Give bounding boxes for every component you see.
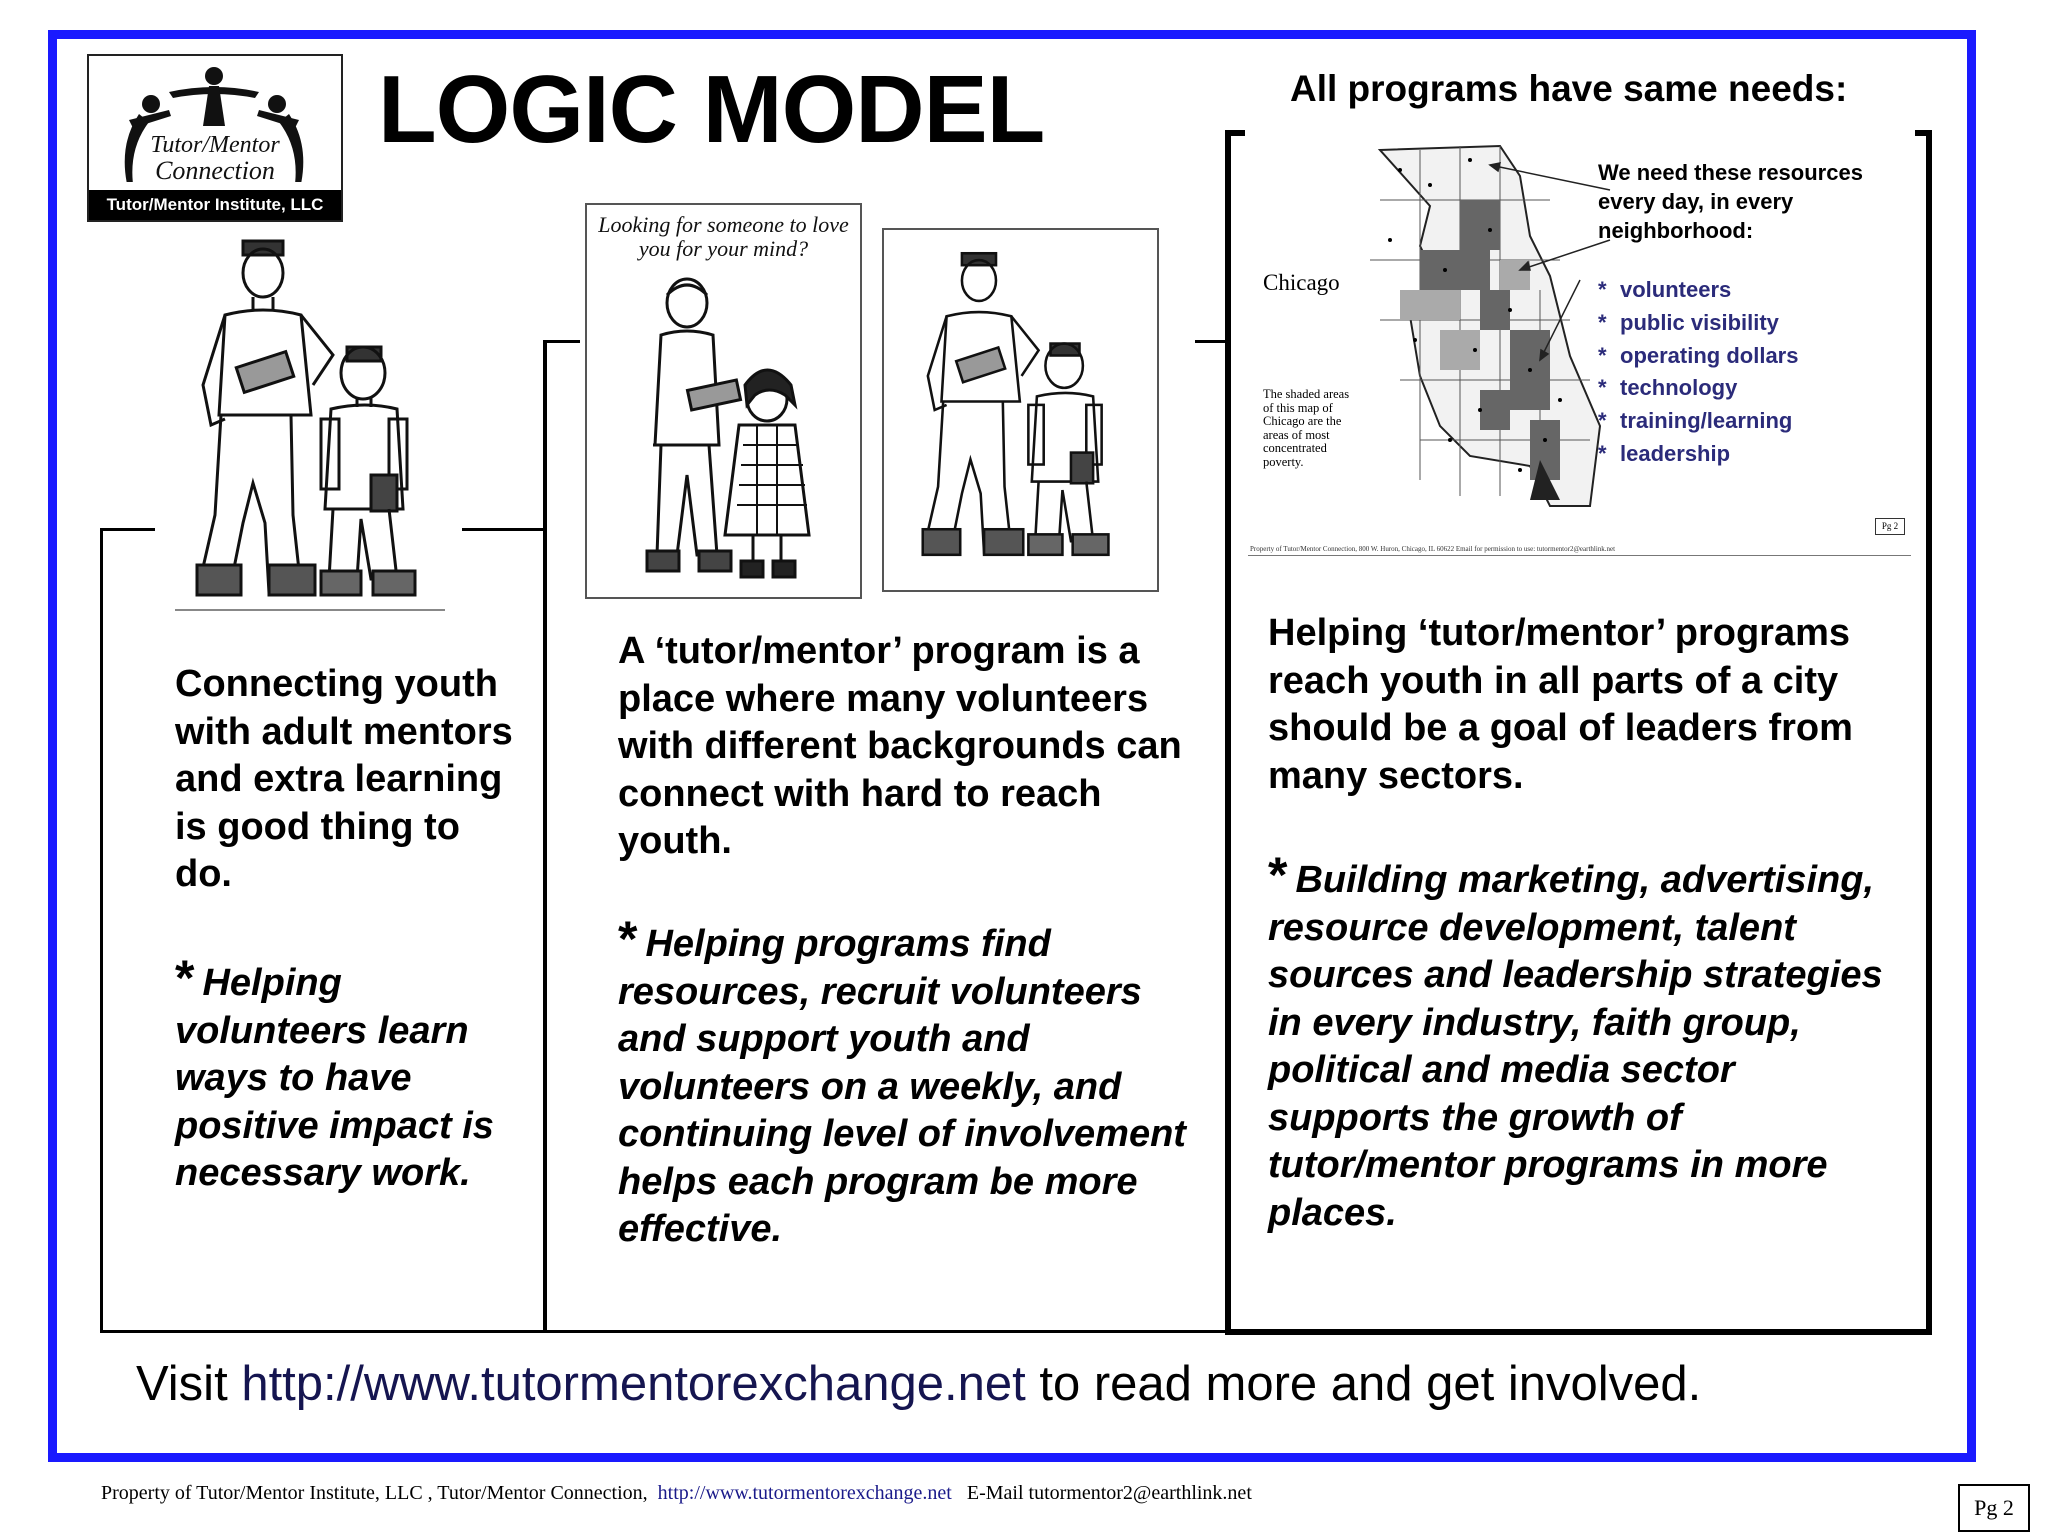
resources-heading: We need these resources every day, in every neighborhood:	[1598, 160, 1863, 243]
map-note: The shaded areas of this map of Chicago are the areas of most concentrated poverty.	[1263, 387, 1350, 469]
panel2-top-border-right	[1195, 340, 1228, 343]
panel1-main-text: Connecting youth with adult mentors and extra learning is good thing to do.	[175, 663, 513, 895]
cartoon-frame-left	[585, 203, 862, 599]
panel3-bottom-border	[1225, 1329, 1932, 1335]
footer-email: E-Mail tutormentor2@earthlink.net	[966, 1482, 1252, 1504]
panel1-italic-content: Helping volunteers learn ways to have positive impact is necessary work.	[175, 962, 494, 1194]
panel3-italic-content: Building marketing, advertising, resource development, talent sources and leadership strategies in every industry, faith group, political and media sector supports the growth of tutor/mentor programs in more places.	[1268, 859, 1883, 1234]
resource-item: * volunteers	[1598, 277, 1732, 302]
slide-property-line: Property of Tutor/Mentor Connection, 800 W. Huron, Chicago, IL 60622 Email for permission to use: tutormentor2@earthlink.net	[1250, 545, 1616, 553]
visit-line: Visit http://www.tutormentorexchange.net to read more and get involved.	[136, 1357, 1702, 1411]
logo-banner: Tutor/Mentor Institute, LLC	[89, 190, 341, 220]
logo-text-line2: Connection	[155, 156, 275, 185]
panel2-star: *	[618, 911, 638, 967]
page-title: LOGIC MODEL	[378, 56, 1045, 163]
panel3-top-border-left	[1225, 130, 1245, 136]
cartoon-frame-right	[882, 228, 1159, 592]
resource-item: * operating dollars	[1598, 342, 1799, 368]
resource-item: * training/learning	[1598, 408, 1793, 434]
panel3-right-border	[1926, 130, 1932, 1335]
slide-page-tag: Pg 2	[1875, 518, 1905, 535]
mentor-student-cartoon-icon	[904, 240, 1134, 580]
panel1-italic-text	[175, 950, 525, 1198]
resources-list	[1598, 274, 1798, 471]
panel2-main-text: A ‘tutor/mentor’ program is a place where many volunteers with different backgrounds can connect with hard to reach youth.	[618, 630, 1182, 862]
panel3-star: *	[1268, 847, 1288, 903]
panel1-top-border-left	[100, 528, 155, 531]
panel2-italic-content: Helping programs find resources, recruit volunteers and support youth and volunteers on a weekly, and continuing level of involvement helps each program be more effective.	[618, 923, 1186, 1250]
footer-link[interactable]: http://www.tutormentorexchange.net	[657, 1482, 952, 1504]
page-number: Pg 2	[1958, 1484, 2030, 1532]
woman-girl-illustration	[617, 275, 827, 585]
visit-link[interactable]: http://www.tutormentorexchange.net	[241, 1357, 1026, 1411]
panel3-left-border	[1225, 130, 1231, 1335]
panel2-italic-text	[618, 911, 1193, 1254]
panel2-left-border	[543, 340, 547, 1333]
panel1-top-border-right	[462, 528, 546, 531]
panel3-italic-text	[1268, 847, 1888, 1237]
panel1-left-border	[100, 528, 103, 1333]
slide-divider	[1248, 555, 1911, 556]
resource-item: * leadership	[1598, 440, 1731, 466]
map-city-label: Chicago	[1263, 270, 1340, 295]
tutor-mentor-logo	[87, 54, 343, 222]
resource-item: * public visibility	[1598, 309, 1779, 335]
logo-text-line1: Tutor/Mentor	[150, 132, 280, 158]
panel2-top-border-left	[543, 340, 580, 343]
panel1-star: *	[175, 950, 195, 1006]
panel2-bottom-border	[543, 1330, 1228, 1333]
resource-item: * technology	[1598, 375, 1738, 401]
needs-heading: All programs have same needs:	[1290, 68, 1848, 109]
panel1-bottom-border	[100, 1330, 548, 1333]
mentor-student-illustration	[175, 235, 445, 615]
footer: Property of Tutor/Mentor Institute, LLC , Tutor/Mentor Connection, http://www.tutormentorexchange.net E-Mail tutormentor2@earthlink.net	[101, 1482, 1252, 1504]
cartoon-caption: Looking for someone to love you for your mind?	[598, 212, 849, 261]
panel3-main-text: Helping ‘tutor/mentor’ programs reach youth in all parts of a city should be a goal of leaders from many sectors.	[1268, 612, 1853, 797]
